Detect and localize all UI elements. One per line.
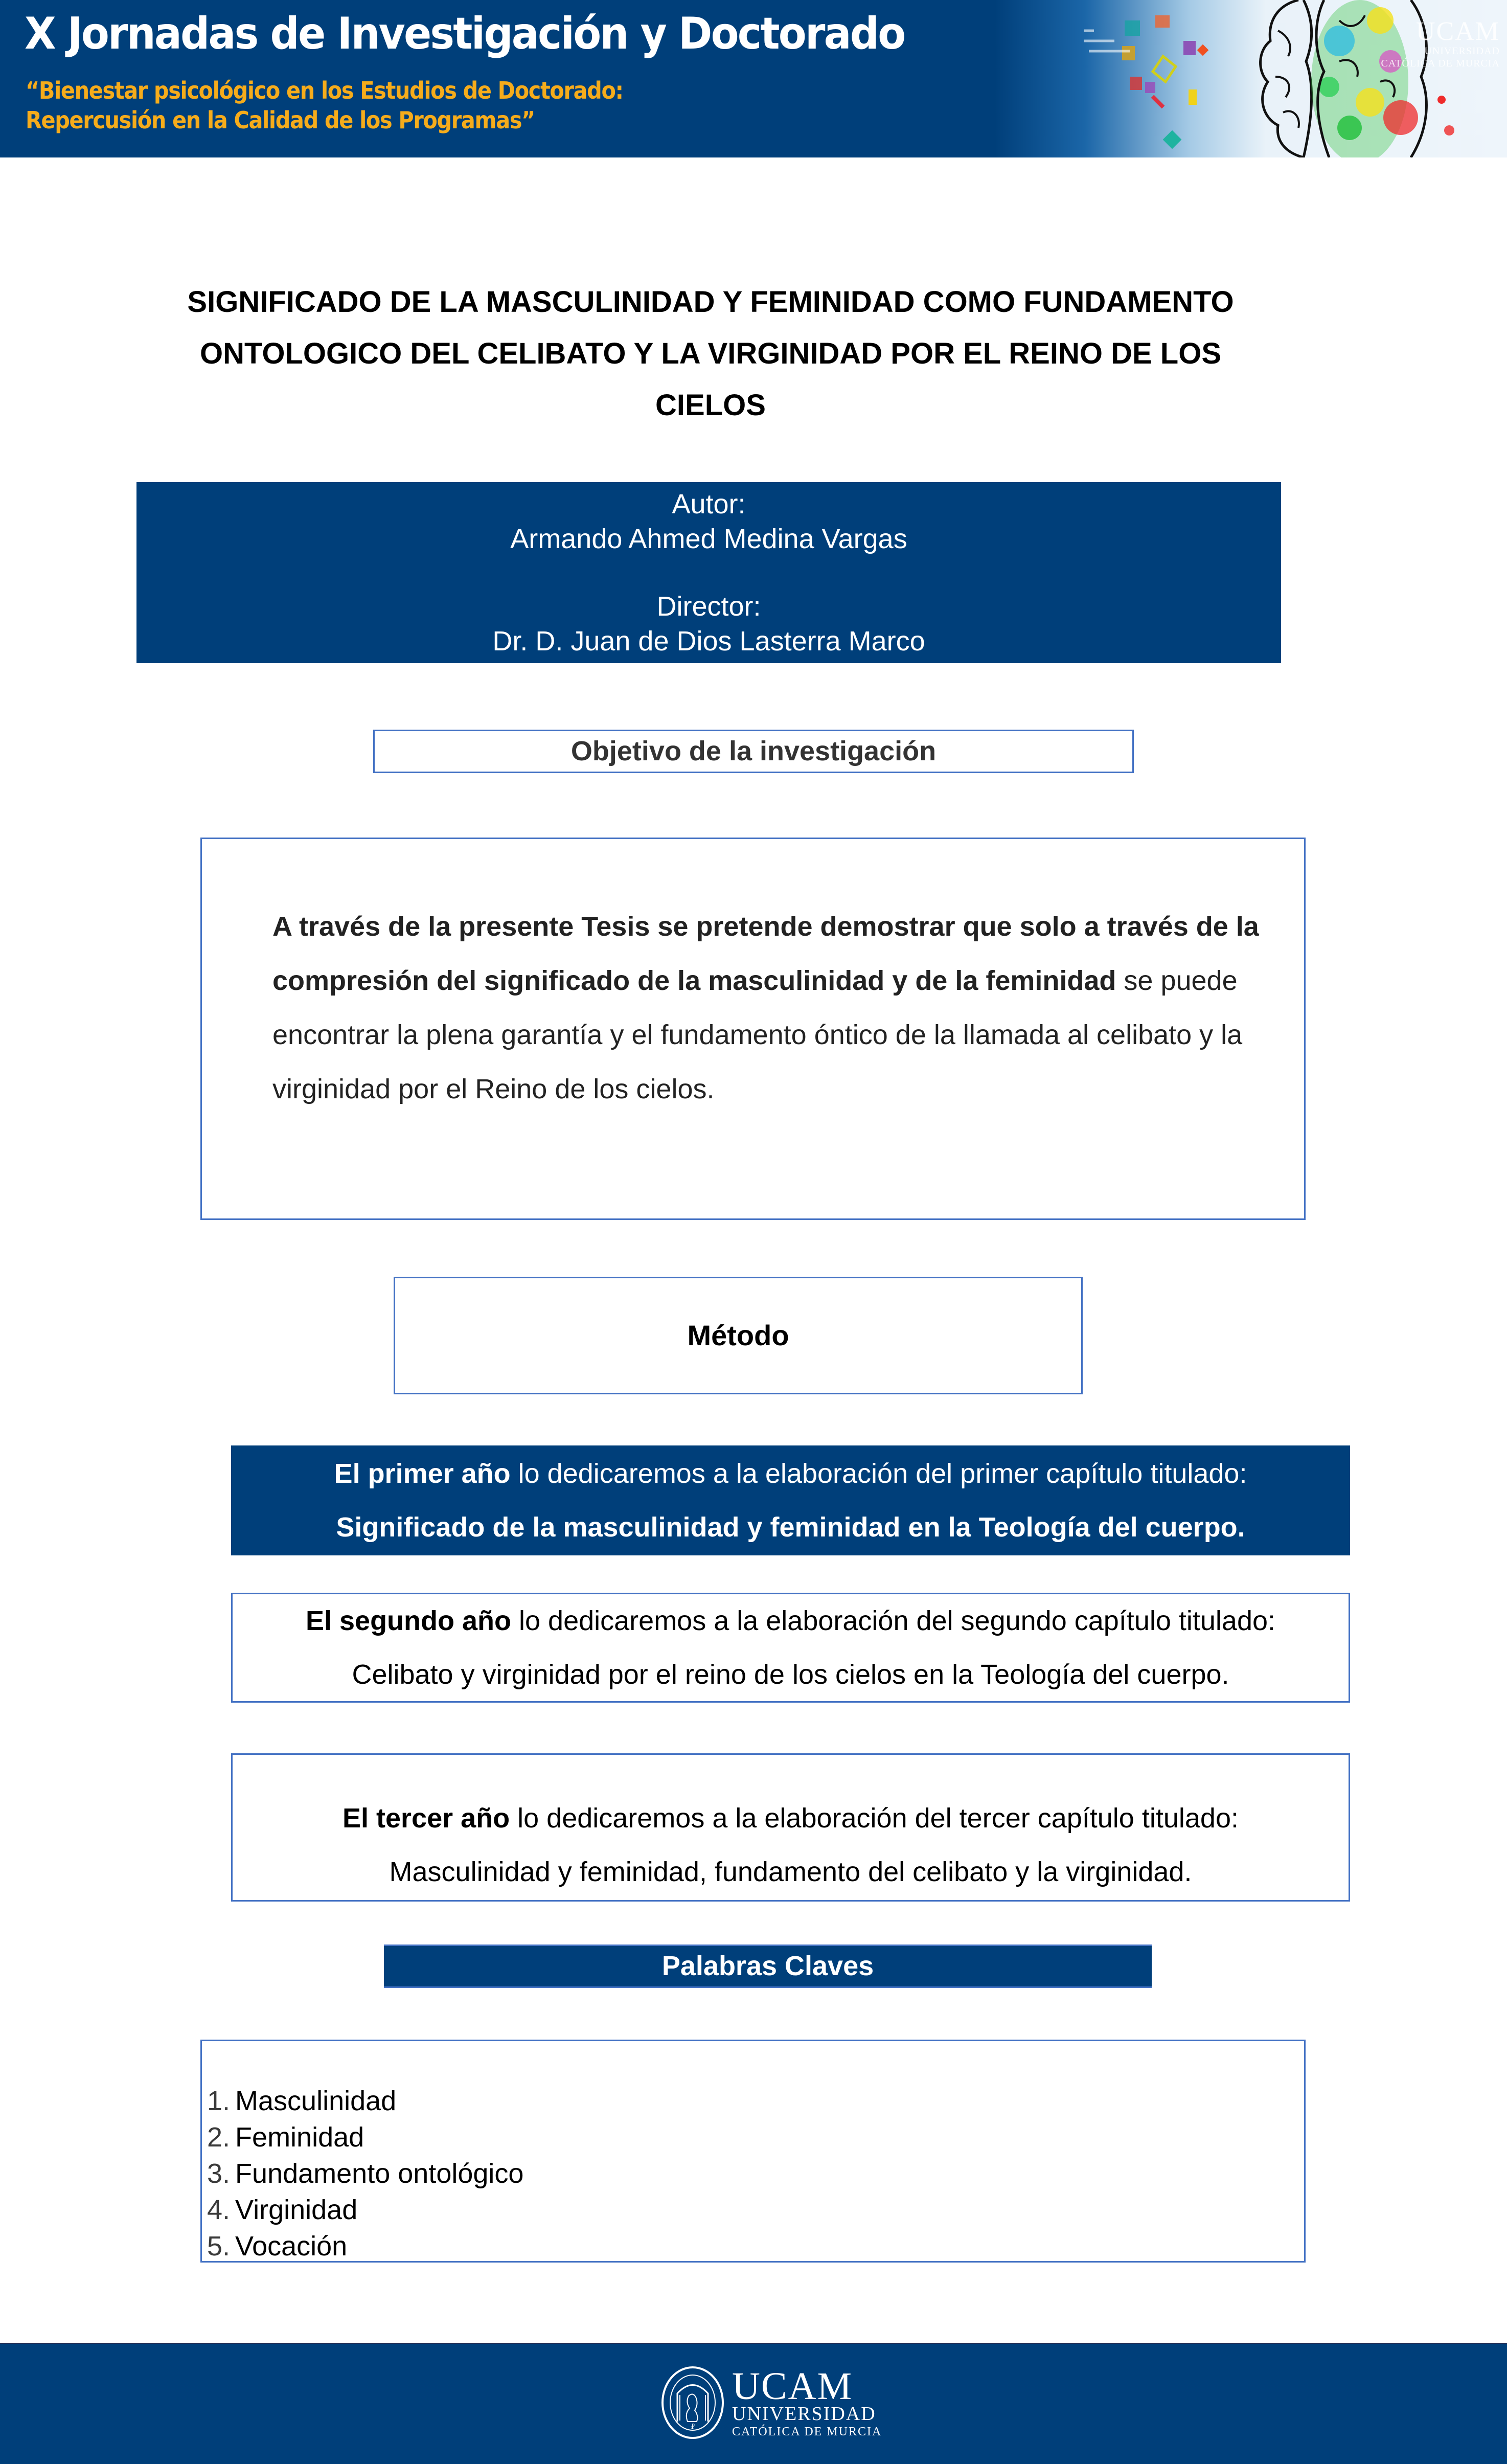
year-2-lead: El segundo año [305,1606,512,1636]
year-2-box [231,1593,1350,1703]
ucam-watermark [1381,18,1500,70]
event-theme-line-1: “Bienestar psicológico en los Estudios de Doctorado: [26,77,623,104]
keyword-number: 4. [207,2195,231,2225]
event-theme-line-2: Repercusión en la Calidad de los Programas” [26,106,535,134]
objective-box [200,838,1306,1220]
keyword-label: Vocación [235,2231,348,2262]
year-1-lead: El primer año [334,1458,511,1489]
ucam-logo [732,2365,882,2439]
keyword-label: Virginidad [235,2195,358,2225]
university-seal-icon [660,2365,725,2440]
keyword-item [207,2228,523,2265]
year-3-chapter: Masculinidad y feminidad, fundamento del celibato y la virginidad. [389,1857,1192,1887]
director-name: Dr. D. Juan de Dios Lasterra Marco [492,626,925,657]
objective-heading: Objetivo de la investigación [373,730,1134,773]
keyword-number: 3. [207,2158,231,2189]
keyword-label: Fundamento ontológico [235,2158,524,2189]
objective-text-regular: se puede encontrar la plena garantía y el fundamento óntico de la llamada al celibato y la virginidad por el Reino de los cielos. [272,965,1243,1104]
logo-sub-1: UNIVERSIDAD [732,2403,876,2425]
svg-text:☧: ☧ [690,2424,695,2431]
author-name: Armando Ahmed Medina Vargas [510,524,907,554]
year-3-lead: El tercer año [342,1803,510,1834]
director-label: Director: [656,591,761,622]
keyword-label: Feminidad [235,2122,364,2153]
keyword-item [207,2083,523,2119]
keywords-list [207,2083,523,2265]
objective-text-bold: A través de la presente Tesis se pretende demostrar que solo a través de la compresión del significado de la masculinidad y de la feminidad [272,911,1259,996]
year-3-description [233,1792,1349,1845]
keyword-label: Masculinidad [235,2086,397,2116]
event-theme [26,76,623,135]
year-2-chapter: Celibato y virginidad por el reino de los cielos en la Teología del cuerpo. [352,1659,1229,1690]
event-title: X Jornadas de Investigación y Doctorado [25,8,905,59]
keyword-item [207,2192,523,2228]
year-3-rest: lo dedicaremos a la elaboración del tercer capítulo titulado: [510,1803,1239,1834]
author-label: Autor: [672,489,746,519]
header-banner [0,0,1507,157]
year-1-rest: lo dedicaremos a la elaboración del primer capítulo titulado: [510,1458,1247,1489]
watermark-sub-2: CATÓLICA DE MURCIA [1381,58,1500,69]
logo-main: UCAM [732,2365,853,2408]
keyword-number: 5. [207,2231,231,2262]
year-1-box [231,1445,1350,1555]
keywords-heading: Palabras Claves [384,1945,1152,1988]
author-box [136,482,1281,663]
keyword-number: 2. [207,2122,231,2153]
keyword-item [207,2119,523,2156]
year-2-description [233,1594,1349,1648]
watermark-sub-1: UNIVERSIDAD [1424,46,1500,57]
title-line-1: SIGNIFICADO DE LA MASCULINIDAD Y FEMINIDAD COMO FUNDAMENTO [187,285,1234,319]
objective-text [272,899,1300,1116]
title-line-3: CIELOS [655,389,766,422]
year-2-rest: lo dedicaremos a la elaboración del segundo capítulo titulado: [511,1606,1276,1636]
watermark-main: UCAM [1415,17,1500,46]
method-heading: Método [394,1277,1083,1394]
keyword-item [207,2156,523,2192]
year-1-chapter: Significado de la masculinidad y feminidad en la Teología del cuerpo. [336,1512,1245,1543]
title-line-2: ONTOLOGICO DEL CELIBATO Y LA VIRGINIDAD POR EL REINO DE LOS [200,337,1221,370]
logo-sub-2: CATÓLICA DE MURCIA [732,2425,882,2438]
poster-title [153,276,1268,431]
keyword-number: 1. [207,2086,231,2116]
year-1-description [231,1447,1350,1501]
keywords-box [200,2040,1306,2263]
year-3-box [231,1753,1350,1902]
